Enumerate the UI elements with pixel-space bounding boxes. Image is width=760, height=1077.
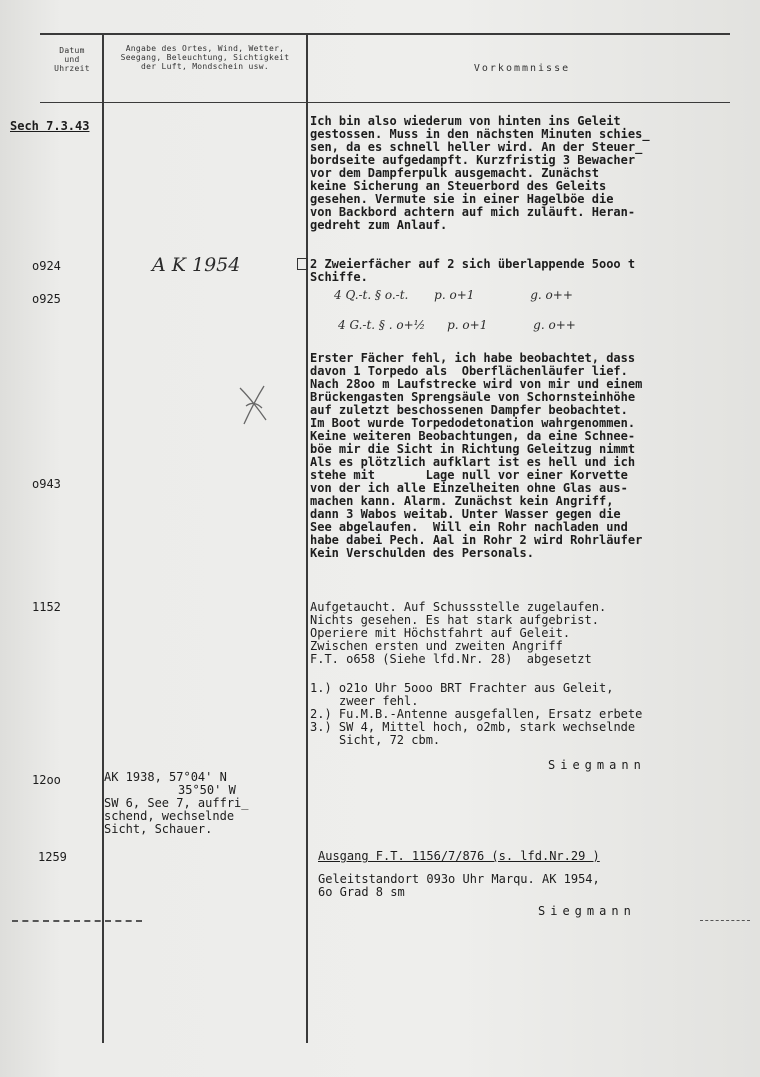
bracket-mark (297, 258, 308, 270)
event-block-convoy-position (318, 873, 758, 899)
event-line: Zwischen ersten und zweiten Angriff (310, 639, 563, 653)
header-bottom-rule (40, 102, 730, 103)
header-location-line: Seegang, Beleuchtung, Sichtigkeit (120, 53, 290, 62)
handwritten-firing-data (334, 288, 754, 302)
signature-commander: Siegmann (548, 758, 646, 772)
event-line: sen, da es schnell heller wird. An der Steuer_ (310, 140, 643, 154)
event-line: Aufgetaucht. Auf Schussstelle zugelaufen. (310, 600, 607, 614)
numbered-item (310, 734, 750, 747)
event-line: von Backbord achtern auf mich zuläuft. Heran- (310, 205, 636, 219)
dashed-separator (700, 920, 750, 921)
header-date-line: Uhrzeit (54, 64, 90, 73)
event-line: 2 Zweierfächer auf 2 sich überlappende 5ooo t (310, 257, 636, 271)
handwritten-fragment: g. o++ (533, 318, 576, 332)
column-divider-1 (102, 33, 104, 1043)
header-location-line: Angabe des Ortes, Wind, Wetter, (125, 44, 285, 53)
event-line: vor dem Dampferpulk ausgemacht. Zunächst (310, 166, 599, 180)
event-line: Geleitstandort 093o Uhr Marqu. AK 1954, (318, 872, 600, 886)
header-date-time (44, 46, 100, 73)
event-line: Schiffe. (310, 270, 368, 284)
handwritten-fragment: g. o++ (530, 288, 573, 302)
time-entry: o943 (32, 477, 61, 491)
event-line: F.T. o658 (Siehe lfd.Nr. 28) abgesetzt (310, 652, 592, 666)
handwritten-fragment: 4 G.-t. § . o+½ (338, 318, 426, 332)
time-entry: o925 (32, 292, 61, 306)
event-line: Brückengasten Sprengsäule von Schornsteinhöhe (310, 390, 636, 404)
event-line: Als es plötzlich aufklart ist es hell und ich (310, 455, 636, 469)
event-block-approach (310, 115, 750, 232)
column-divider-2 (306, 33, 308, 1043)
position-line: AK 1938, 57°04' N (104, 770, 227, 784)
handwritten-fragment: 4 Q.-t. § o.-t. (334, 288, 409, 302)
event-block-surfaced (310, 601, 750, 666)
event-line: Operiere mit Höchstfahrt auf Geleit. (310, 626, 571, 640)
position-line: SW 6, See 7, auffri_ (104, 796, 249, 810)
item-number: 2.) (310, 707, 332, 721)
event-line: Nichts gesehen. Es hat stark aufgebrist. (310, 613, 599, 627)
noon-position-block (104, 771, 304, 836)
header-events: Vorkommnisse (473, 63, 571, 74)
event-block-torpedo-spread (310, 258, 750, 284)
event-line: gedreht zum Anlauf. (310, 218, 448, 232)
handwritten-fragment: p. o+1 (447, 318, 488, 332)
event-line: davon 1 Torpedo als Oberflächenläufer lief. (310, 364, 628, 378)
handwritten-firing-data (338, 318, 758, 332)
item-text: Sicht, 72 cbm. (339, 733, 441, 747)
event-line: Erster Fächer fehl, ich habe beobachtet, dass (310, 351, 636, 365)
event-line: böe mir die Sicht in Richtung Geleitzug nimmt (310, 442, 636, 456)
signature-commander: Siegmann (538, 904, 636, 918)
header-location-line: der Luft, Mondschein usw. (141, 62, 269, 71)
time-entry: o924 (32, 259, 61, 273)
handwritten-cross-mark (234, 380, 274, 430)
dashed-separator (12, 920, 142, 922)
item-number: 3.) (310, 720, 332, 734)
numbered-report-list (310, 682, 750, 747)
item-text: zweer fehl. (339, 694, 419, 708)
event-line: Nach 28oo m Laufstrecke wird von mir und einem (310, 377, 643, 391)
header-date-line: Datum (59, 46, 85, 55)
time-entry: 1152 (32, 600, 61, 614)
event-line: Keine weiteren Beobachtungen, da eine Schnee- (310, 429, 636, 443)
event-line: habe dabei Pech. Aal in Rohr 2 wird Rohrläufer (310, 533, 643, 547)
header-top-rule (40, 33, 730, 35)
event-line: von der ich alle Einzelheiten ohne Glas aus- (310, 481, 628, 495)
event-line: stehe mit Lage null vor einer Korvette (310, 468, 628, 482)
event-line: gesehen. Vermute sie in einer Hagelböe die (310, 192, 614, 206)
event-line: 6o Grad 8 sm (318, 885, 405, 899)
position-line: schend, wechselnde (104, 809, 235, 823)
position-line: 35°50' W (178, 783, 236, 797)
event-line: keine Sicherung an Steuerbord des Geleits (310, 179, 607, 193)
item-text: Fu.M.B.-Antenne ausgefallen, Ersatz erbete (338, 707, 643, 721)
event-line: gestossen. Muss in den nächsten Minuten schies_ (310, 127, 650, 141)
position-line: Sicht, Schauer. (104, 822, 213, 836)
date-entry: Sech 7.3.43 (10, 119, 90, 133)
event-line: auf zuletzt beschossenen Dampfer beobachtet. (310, 403, 628, 417)
event-line: Ich bin also wiederum von hinten ins Geleit (310, 114, 621, 128)
item-number: 1.) (310, 681, 332, 695)
event-line: machen kann. Alarm. Zunächst kein Angriff, (310, 494, 614, 508)
handwritten-grid-square: A K 1954 (152, 254, 241, 276)
item-text: SW 4, Mittel hoch, o2mb, stark wechselnde (338, 720, 636, 734)
event-ft-title: Ausgang F.T. 1156/7/876 (s. lfd.Nr.29 ) (318, 849, 600, 863)
header-date-line: und (64, 55, 80, 64)
handwritten-fragment: p. o+1 (434, 288, 475, 302)
event-line: See abgelaufen. Will ein Rohr nachladen und (310, 520, 628, 534)
event-line: bordseite aufgedampft. Kurzfristig 3 Bewacher (310, 153, 636, 167)
event-line: dann 3 Wabos weitab. Unter Wasser gegen die (310, 507, 621, 521)
event-line: Im Boot wurde Torpedodetonation wahrgenommen. (310, 416, 636, 430)
time-entry: 1259 (38, 850, 67, 864)
header-location-weather (106, 44, 304, 71)
item-text: o21o Uhr 5ooo BRT Frachter aus Geleit, (338, 681, 614, 695)
time-entry: 12oo (32, 773, 61, 787)
event-block-observation (310, 352, 750, 560)
event-line: Kein Verschulden des Personals. (310, 546, 534, 560)
